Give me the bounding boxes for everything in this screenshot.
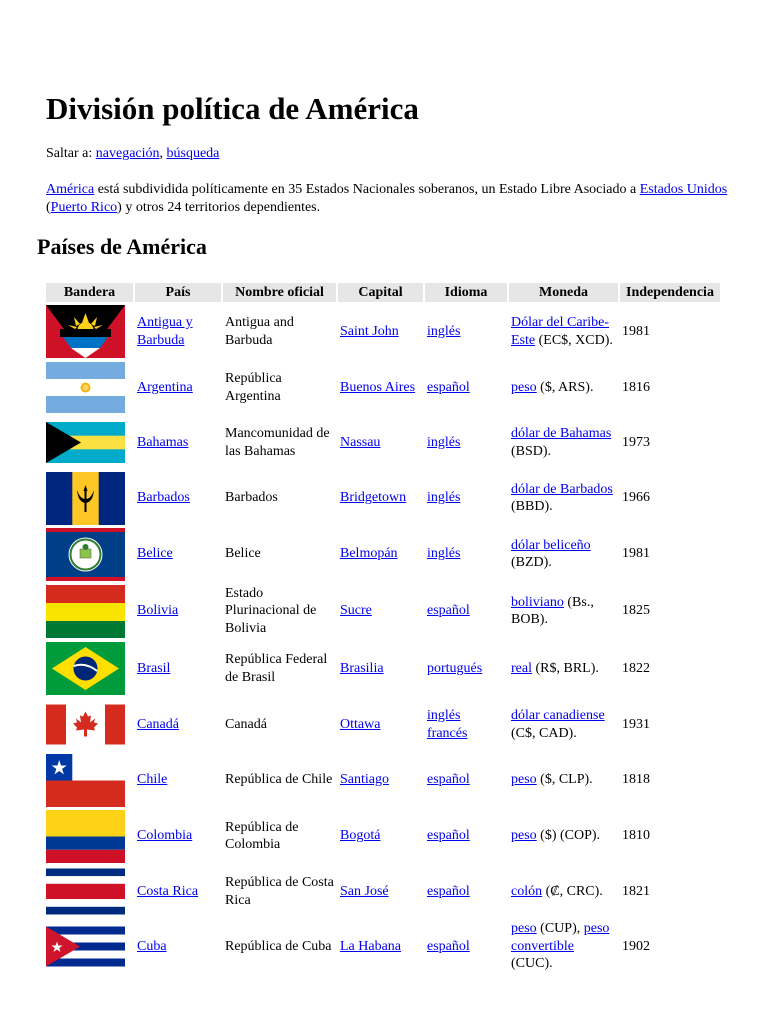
- official-name-cell: República Federal de Brasil: [225, 652, 328, 685]
- country-cell: [135, 583, 221, 639]
- table-row: [46, 809, 720, 863]
- independence-cell: 1973: [622, 434, 650, 450]
- brazil-flag-icon: [46, 642, 125, 695]
- official-name-cell: República de Cuba: [225, 938, 332, 954]
- argentina-flag-icon: [46, 361, 125, 414]
- language-link[interactable]: español: [427, 883, 470, 899]
- official-name-cell: Belice: [225, 546, 261, 562]
- bolivia-flag-icon: [46, 585, 125, 638]
- header-capital: Capital: [338, 283, 423, 302]
- country-cell: [135, 920, 221, 973]
- table-row: [46, 361, 720, 414]
- chile-flag-icon: [46, 754, 125, 807]
- currency-link[interactable]: colón: [511, 883, 543, 899]
- currency-cell: [509, 920, 618, 973]
- official-name-cell: República Argentina: [225, 371, 282, 404]
- country-link[interactable]: Cuba: [137, 938, 167, 954]
- currency-cell: [509, 641, 618, 696]
- capital-link[interactable]: Saint John: [340, 323, 399, 339]
- capital-cell: [338, 416, 423, 469]
- page-title: División política de América: [46, 91, 419, 126]
- currency-cell: [509, 753, 618, 807]
- language-link[interactable]: francés: [427, 725, 468, 741]
- currency-cell: [509, 583, 618, 639]
- currency-code: (Bs., BOB).: [511, 594, 594, 627]
- country-cell: [135, 809, 221, 863]
- country-cell: [135, 416, 221, 469]
- country-link[interactable]: Bolivia: [137, 603, 179, 619]
- table-row: [46, 641, 720, 696]
- cuba-flag-icon: [46, 920, 125, 973]
- capital-cell: [338, 527, 423, 581]
- table-row: [46, 416, 720, 469]
- currency-code: (BSD).: [511, 443, 552, 459]
- official-name-cell: República de Chile: [225, 772, 333, 788]
- capital-cell: [338, 361, 423, 414]
- capital-link[interactable]: San José: [340, 883, 389, 899]
- independence-cell: 1931: [622, 716, 650, 732]
- capital-link[interactable]: Nassau: [340, 434, 381, 450]
- currency-code: ($) (COP).: [536, 828, 601, 844]
- section-title: Países de América: [37, 234, 207, 259]
- table-header-row: [46, 283, 720, 302]
- united-states-link[interactable]: Estados Unidos: [639, 182, 728, 197]
- language-cell: [425, 753, 507, 807]
- countries-table: [44, 281, 722, 975]
- independence-cell: 1818: [622, 772, 650, 788]
- currency-link[interactable]: dólar canadiense: [511, 708, 605, 723]
- currency-link[interactable]: boliviano: [511, 594, 564, 610]
- language-link[interactable]: inglés: [427, 434, 461, 450]
- currency-code: (BZD).: [511, 555, 552, 570]
- flag-cell: [46, 416, 133, 469]
- table-body: [46, 304, 720, 973]
- search-link[interactable]: búsqueda: [166, 146, 220, 161]
- header-moneda: Moneda: [509, 283, 618, 302]
- table-row: [46, 583, 720, 639]
- official-name-cell: Antigua and Barbuda: [225, 315, 294, 348]
- capital-link[interactable]: Brasilia: [340, 660, 384, 676]
- language-cell: [425, 527, 507, 581]
- capital-link[interactable]: Bogotá: [340, 828, 381, 844]
- capital-link[interactable]: Sucre: [340, 603, 372, 619]
- flag-cell: [46, 698, 133, 751]
- canada-flag-icon: [46, 698, 125, 751]
- currency-code: (₡, CRC).: [542, 883, 603, 899]
- currency-link[interactable]: dólar de Barbados: [511, 481, 613, 497]
- language-link[interactable]: inglés: [427, 323, 461, 339]
- currency-link[interactable]: dólar de Bahamas: [511, 426, 612, 441]
- header-nombre-oficial: Nombre oficial: [223, 283, 336, 302]
- capital-cell: [338, 641, 423, 696]
- language-link[interactable]: portugués: [427, 660, 483, 676]
- currency-code: (C$, CAD).: [511, 725, 577, 741]
- language-link[interactable]: español: [427, 379, 470, 395]
- flag-cell: [46, 527, 133, 581]
- language-link[interactable]: español: [427, 772, 470, 788]
- official-name-cell: Mancomunidad de las Bahamas: [225, 426, 330, 459]
- flag-cell: [46, 583, 133, 639]
- flag-cell: [46, 641, 133, 696]
- intro-text-2: (: [46, 200, 51, 215]
- header-pais: País: [135, 283, 221, 302]
- skip-links: [46, 145, 219, 163]
- currency-cell: [509, 865, 618, 918]
- country-cell: [135, 527, 221, 581]
- country-link[interactable]: Colombia: [137, 828, 193, 844]
- capital-link[interactable]: Buenos Aires: [340, 379, 416, 395]
- currency-cell: [509, 698, 618, 751]
- table-row: [46, 304, 720, 359]
- independence-cell: 1821: [622, 883, 650, 899]
- intro-paragraph: [46, 181, 736, 217]
- language-cell: [425, 641, 507, 696]
- language-link[interactable]: inglés: [427, 490, 461, 506]
- language-link[interactable]: inglés: [427, 708, 461, 723]
- colombia-flag-icon: [46, 810, 125, 863]
- currency-link[interactable]: peso: [511, 828, 537, 844]
- official-name-cell: Barbados: [225, 490, 278, 506]
- independence-cell: 1981: [622, 546, 650, 562]
- currency-code: (BBD).: [511, 499, 553, 514]
- costarica-flag-icon: [46, 865, 125, 918]
- currency-code: ($, ARS).: [536, 379, 594, 395]
- currency-link[interactable]: peso: [511, 379, 537, 395]
- belize-flag-icon: [46, 528, 125, 581]
- language-cell: [425, 920, 507, 973]
- independence-cell: 1810: [622, 828, 650, 844]
- table-row: [46, 753, 720, 807]
- currency-cell: [509, 304, 618, 359]
- flag-cell: [46, 865, 133, 918]
- table-row: [46, 865, 720, 918]
- currency-code: (CUP),: [536, 921, 584, 937]
- barbados-flag-icon: [46, 472, 125, 525]
- currency-cell: [509, 471, 618, 525]
- language-link[interactable]: español: [427, 828, 470, 844]
- country-link[interactable]: Brasil: [137, 660, 171, 676]
- flag-cell: [46, 471, 133, 525]
- country-link[interactable]: Bahamas: [137, 434, 189, 450]
- flag-cell: [46, 304, 133, 359]
- currency-cell: [509, 527, 618, 581]
- country-link[interactable]: Argentina: [137, 379, 193, 395]
- currency-code: ($, CLP).: [536, 772, 593, 788]
- table-row: [46, 471, 720, 525]
- country-cell: [135, 753, 221, 807]
- currency-cell: [509, 416, 618, 469]
- country-link[interactable]: Barbados: [137, 490, 190, 506]
- skip-separator: ,: [159, 146, 164, 161]
- header-idioma: Idioma: [425, 283, 507, 302]
- country-link[interactable]: Chile: [137, 772, 168, 788]
- puerto-rico-link[interactable]: Puerto Rico: [50, 200, 118, 215]
- language-cell: [425, 416, 507, 469]
- currency-code: (R$, BRL).: [531, 660, 599, 676]
- country-cell: [135, 641, 221, 696]
- table-row: [46, 920, 720, 973]
- independence-cell: 1902: [622, 938, 650, 954]
- capital-link[interactable]: Belmopán: [340, 546, 398, 562]
- official-name-cell: República de Costa Rica: [225, 875, 334, 908]
- antigua-flag-icon: [46, 305, 125, 358]
- capital-link[interactable]: La Habana: [340, 938, 402, 954]
- country-cell: [135, 471, 221, 525]
- currency-link[interactable]: dólar beliceño: [511, 537, 591, 553]
- america-link[interactable]: América: [46, 182, 95, 197]
- currency-code: (CUC).: [511, 956, 553, 972]
- language-cell: [425, 809, 507, 863]
- independence-cell: 1825: [622, 603, 650, 619]
- intro-text-1: está subdividida políticamente en 35 Estados Nacionales soberanos, un Estado Libre Asociado a: [94, 182, 640, 197]
- capital-cell: [338, 753, 423, 807]
- table-row: [46, 698, 720, 751]
- currency-link[interactable]: real: [511, 660, 532, 676]
- country-cell: [135, 698, 221, 751]
- capital-cell: [338, 304, 423, 359]
- language-cell: [425, 471, 507, 525]
- currency-link[interactable]: Dólar del Caribe-Este: [511, 315, 609, 348]
- currency-cell: [509, 809, 618, 863]
- language-cell: [425, 698, 507, 751]
- language-link[interactable]: español: [427, 938, 470, 954]
- official-name-cell: Estado Plurinacional de Bolivia: [225, 585, 317, 636]
- flag-cell: [46, 361, 133, 414]
- capital-cell: [338, 920, 423, 973]
- country-cell: [135, 361, 221, 414]
- header-independencia: Independencia: [620, 283, 720, 302]
- country-link[interactable]: Costa Rica: [137, 883, 199, 899]
- capital-cell: [338, 809, 423, 863]
- flag-cell: [46, 809, 133, 863]
- official-name-cell: Canadá: [225, 716, 267, 732]
- independence-cell: 1966: [622, 490, 650, 506]
- currency-link[interactable]: peso: [511, 772, 537, 788]
- capital-link[interactable]: Ottawa: [340, 716, 381, 732]
- currency-link[interactable]: peso convertible: [511, 921, 610, 954]
- header-bandera: Bandera: [46, 283, 133, 302]
- capital-link[interactable]: Bridgetown: [340, 490, 407, 506]
- flag-cell: [46, 753, 133, 807]
- navigation-link[interactable]: navegación: [95, 146, 160, 161]
- capital-link[interactable]: Santiago: [340, 772, 389, 788]
- capital-cell: [338, 865, 423, 918]
- country-cell: [135, 304, 221, 359]
- currency-link[interactable]: peso: [511, 921, 537, 937]
- capital-cell: [338, 698, 423, 751]
- language-link[interactable]: inglés: [427, 546, 461, 562]
- country-cell: [135, 865, 221, 918]
- independence-cell: 1981: [622, 323, 650, 339]
- language-cell: [425, 865, 507, 918]
- skip-prefix: Saltar a:: [46, 146, 93, 161]
- capital-cell: [338, 471, 423, 525]
- language-link[interactable]: español: [427, 603, 470, 619]
- language-cell: [425, 583, 507, 639]
- flag-cell: [46, 920, 133, 973]
- official-name-cell: República de Colombia: [225, 819, 299, 852]
- independence-cell: 1816: [622, 379, 650, 395]
- independence-cell: 1822: [622, 660, 650, 676]
- intro-text-3: ) y otros 24 territorios dependientes.: [117, 200, 321, 215]
- capital-cell: [338, 583, 423, 639]
- country-link[interactable]: Canadá: [137, 716, 179, 732]
- currency-cell: [509, 361, 618, 414]
- country-link[interactable]: Antigua y Barbuda: [137, 315, 193, 348]
- language-cell: [425, 304, 507, 359]
- table-row: [46, 527, 720, 581]
- country-link[interactable]: Belice: [137, 546, 173, 562]
- bahamas-flag-icon: [46, 416, 125, 469]
- language-cell: [425, 361, 507, 414]
- currency-code: (EC$, XCD).: [535, 332, 613, 348]
